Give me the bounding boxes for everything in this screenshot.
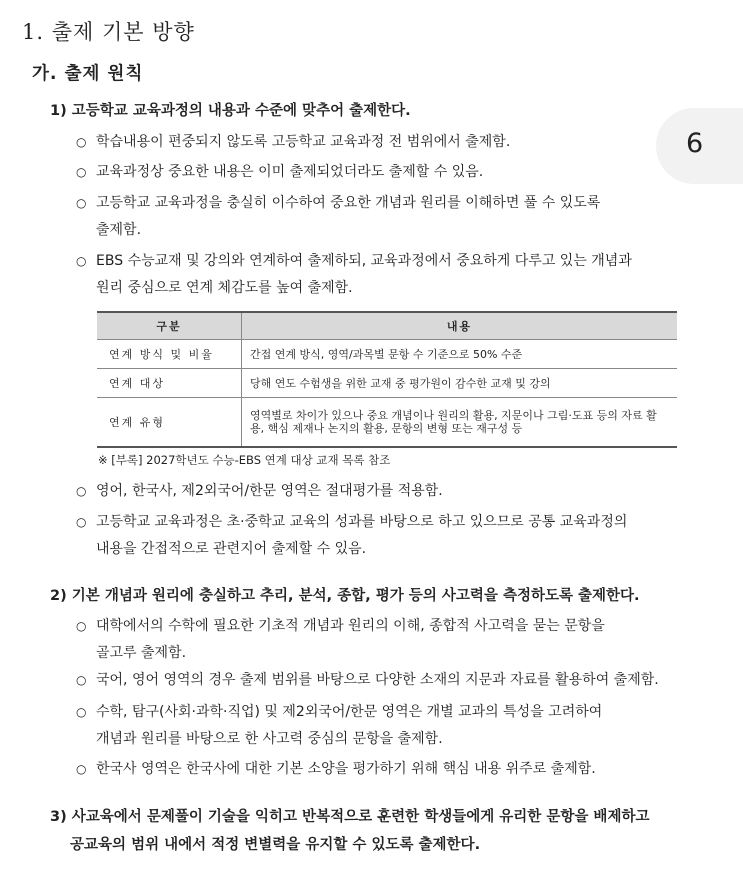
reference-note: ※ [부록] 2027학년도 수능-EBS 연계 대상 교재 목록 참조: [98, 453, 391, 467]
list-item: ○ 학습내용이 편중되지 않도록 고등학교 교육과정 전 범위에서 출제함.: [76, 129, 510, 156]
table-cell: 연계 대상: [97, 369, 242, 398]
circle-bullet-icon: ○: [76, 705, 87, 719]
section-2-title: 2) 기본 개념과 원리에 충실하고 추리, 분석, 종합, 평가 등의 사고력을 측정하도록 출제한다.: [50, 588, 640, 604]
list-item: ○ 고등학교 교육과정은 초·중학교 교육의 성과를 바탕으로 하고 있으므로 공통 교육과정의 내용을 간접적으로 관련지어 출제할 수 있음.: [76, 509, 627, 563]
circle-bullet-icon: ○: [76, 484, 87, 498]
table-row: [97, 340, 677, 369]
table-row: [97, 398, 677, 448]
heading-1: 1. 출제 기본 방향: [22, 20, 195, 44]
table-header-row: [97, 312, 677, 340]
linkage-table: [97, 311, 677, 448]
list-item: ○ 국어, 영어 영역의 경우 출제 범위를 바탕으로 다양한 소재의 지문과 자료를 활용하여 출제함.: [76, 667, 659, 694]
list-item: ○ 고등학교 교육과정을 충실히 이수하여 중요한 개념과 원리를 이해하면 풀 수 있도록 출제함.: [76, 190, 600, 244]
table-header-cell: 구분: [97, 312, 242, 340]
table-cell: 영역별로 차이가 있으나 중요 개념이나 원리의 활용, 지문이나 그림·도표 등의 자료 활용, 핵심 제재나 논지의 활용, 문항의 변형 또는 재구성 등: [242, 398, 678, 448]
circle-bullet-icon: ○: [76, 254, 87, 268]
list-item: ○ 대학에서의 수학에 필요한 기초적 개념과 원리의 이해, 종합적 사고력을 묻는 문항을 골고루 출제함.: [76, 613, 605, 667]
list-item: ○ 수학, 탐구(사회·과학·직업) 및 제2외국어/한문 영역은 개별 교과의 특성을 고려하여 개념과 원리를 바탕으로 한 사고력 중심의 문항을 출제함.: [76, 699, 602, 753]
circle-bullet-icon: ○: [76, 619, 87, 633]
list-item: ○ EBS 수능교재 및 강의와 연계하여 출제하되, 교육과정에서 중요하게 다루고 있는 개념과 원리 중심으로 연계 체감도를 높여 출제함.: [76, 248, 632, 302]
table-header-cell: 내용: [242, 312, 678, 340]
circle-bullet-icon: ○: [76, 673, 87, 687]
table-cell: 당해 연도 수험생을 위한 교재 중 평가원이 감수한 교재 및 강의: [242, 369, 678, 398]
list-item: ○ 교육과정상 중요한 내용은 이미 출제되었더라도 출제할 수 있음.: [76, 159, 483, 186]
list-item: ○ 영어, 한국사, 제2외국어/한문 영역은 절대평가를 적용함.: [76, 478, 443, 505]
table-cell: 간접 연계 방식, 영역/과목별 문항 수 기준으로 50% 수준: [242, 340, 678, 369]
page-number: 6: [686, 128, 704, 159]
circle-bullet-icon: ○: [76, 135, 87, 149]
circle-bullet-icon: ○: [76, 165, 87, 179]
section-3-title: 3) 사교육에서 문제풀이 기술을 익히고 반복적으로 훈련한 학생들에게 유리한 문항을 배제하고 공교육의 범위 내에서 적정 변별력을 유지할 수 있도록 출제한다.: [50, 809, 650, 853]
section-1-title: 1) 고등학교 교육과정의 내용과 수준에 맞추어 출제한다.: [50, 103, 411, 119]
heading-2: 가. 출제 원칙: [32, 64, 144, 84]
circle-bullet-icon: ○: [76, 515, 87, 529]
circle-bullet-icon: ○: [76, 762, 87, 776]
table-row: [97, 369, 677, 398]
table-cell: 연계 유형: [97, 398, 242, 448]
table-cell: 연계 방식 및 비율: [97, 340, 242, 369]
list-item: ○ 한국사 영역은 한국사에 대한 기본 소양을 평가하기 위해 핵심 내용 위주로 출제함.: [76, 756, 596, 783]
circle-bullet-icon: ○: [76, 196, 87, 210]
